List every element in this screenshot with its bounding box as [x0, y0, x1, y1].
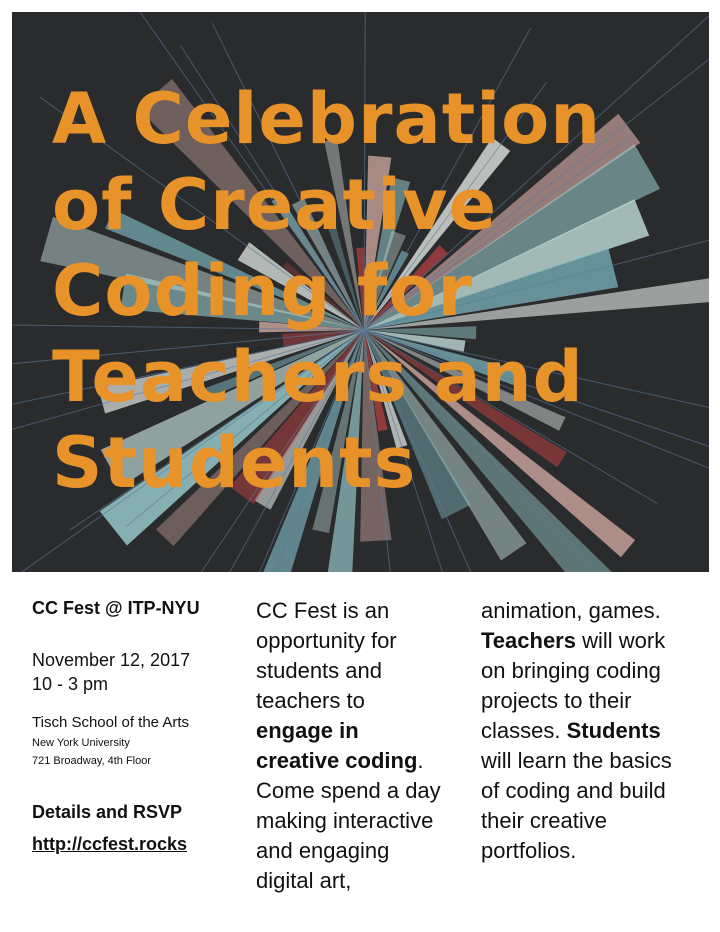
venue-address: 721 Broadway, 4th Floor — [32, 755, 152, 767]
bold-phrase: creative coding — [256, 748, 418, 773]
university-name: New York University — [32, 737, 130, 749]
event-date: November 12, 2017 — [32, 650, 191, 670]
event-name: CC Fest @ ITP-NYU — [32, 598, 200, 618]
description-column-1 — [256, 596, 471, 896]
text-line: Come spend a day — [256, 778, 441, 803]
rsvp-label: Details and RSVP — [32, 802, 183, 822]
text-line-bold: engage in — [256, 718, 359, 743]
event-details — [32, 596, 232, 856]
text-line: digital art, — [256, 868, 352, 893]
text-line: opportunity for — [256, 628, 397, 653]
text-line: students and — [256, 658, 382, 683]
rsvp-link[interactable]: http://ccfest.rocks — [32, 834, 188, 854]
hero-title — [52, 76, 692, 506]
text-line — [481, 716, 706, 746]
text-line: teachers to — [256, 688, 365, 713]
bold-phrase: Students — [566, 718, 661, 743]
bold-phrase: Teachers — [481, 628, 576, 653]
text-fragment: classes. — [481, 718, 567, 743]
text-line: projects to their — [481, 688, 632, 713]
description-text — [481, 596, 706, 866]
text-line: animation, games. — [481, 598, 661, 623]
text-line: on bringing coding — [481, 658, 661, 683]
hero-title-line: of Creative — [52, 164, 498, 246]
hero-banner — [12, 12, 709, 572]
text-line — [256, 746, 471, 776]
venue-name: Tisch School of the Arts — [32, 714, 190, 731]
hero-title-line: Students — [52, 422, 417, 504]
period: . — [417, 748, 424, 773]
text-line: will learn the basics — [481, 748, 672, 773]
hero-title-line: Teachers and — [52, 336, 584, 418]
text-line: and engaging — [256, 838, 390, 863]
text-line: making interactive — [256, 808, 434, 833]
text-fragment: will work — [575, 628, 666, 653]
event-time: 10 - 3 pm — [32, 674, 109, 694]
text-line: of coding and build — [481, 778, 666, 803]
description-text — [256, 596, 471, 896]
text-line: their creative — [481, 808, 607, 833]
description-column-2 — [481, 596, 706, 866]
text-line — [481, 626, 706, 656]
text-line: portfolios. — [481, 838, 577, 863]
text-line: CC Fest is an — [256, 598, 390, 623]
hero-title-line: A Celebration — [52, 78, 602, 160]
hero-title-line: Coding for — [52, 250, 473, 332]
